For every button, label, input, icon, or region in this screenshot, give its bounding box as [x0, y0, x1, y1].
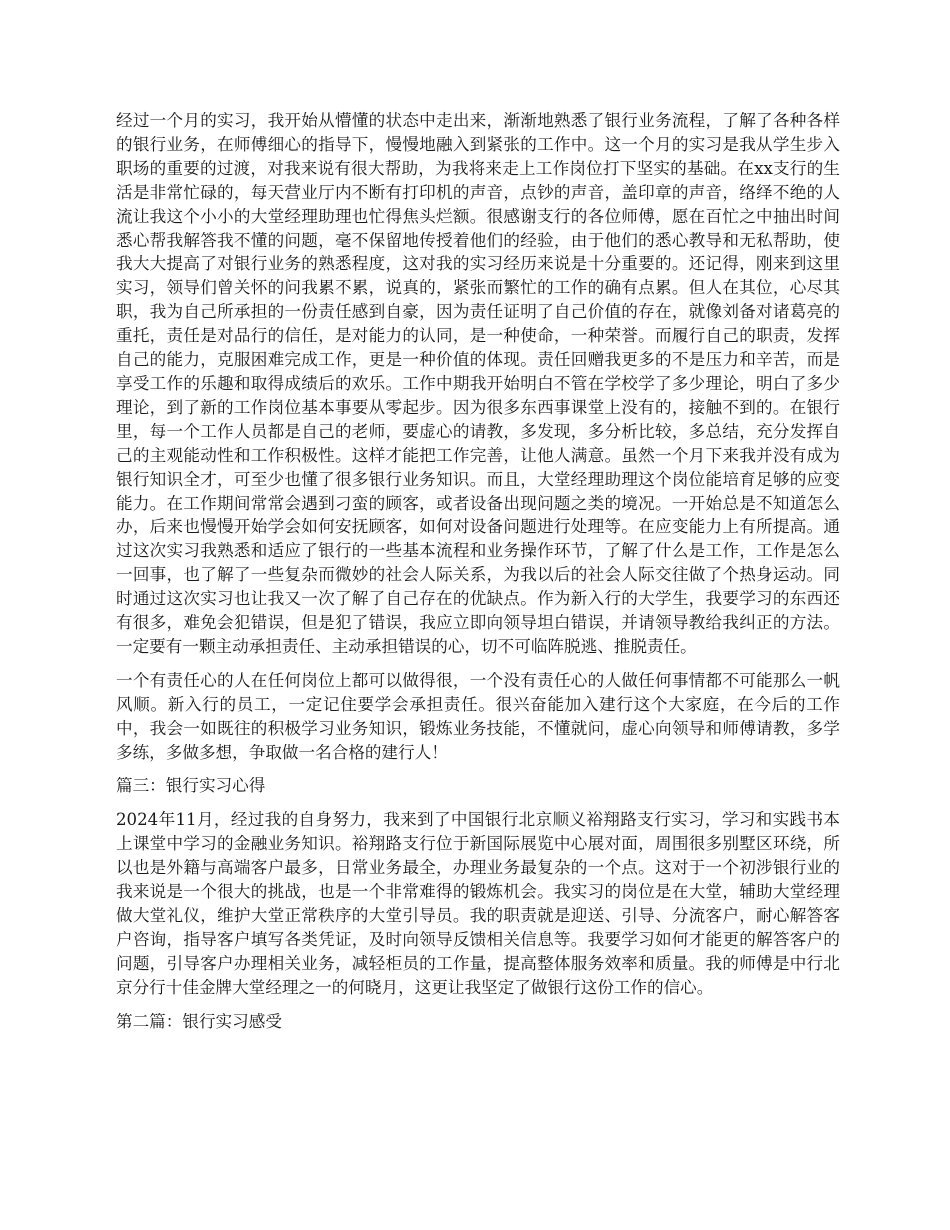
document-body [116, 109, 840, 1034]
body-paragraph-2: 一个有责任心的人在任何岗位上都可以做得很，一个没有责任心的人做任何事情都不可能那么一帆风顺。新入行的员工，一定记住要学会承担责任。很兴奋能加入建行这个大家庭，在今后的工作中，我会一如既往的积极学习业务知识，锻炼业务技能，不懂就问，虚心向领导和师傅请教，多学多练，多做多想，争取做一名合格的建行人！ [116, 670, 840, 762]
section-heading-3: 篇三：银行实习心得 [116, 776, 266, 796]
section-3-paragraph: 2024年11月，经过我的自身努力，我来到了中国银行北京顺义裕翔路支行实习，学习和实践书本上课堂中学习的金融业务知识。裕翔路支行位于新国际展览中心展对面，周围很多别墅区环绕，所以也是外籍与高端客户最多，日常业务最全，办理业务最复杂的一个点。这对于一个初涉银行业的我来说是一个很大的挑战，也是一个非常难得的锻炼机会。我实习的岗位是在大堂，辅助大堂经理做大堂礼仪，维护大堂正常秩序的大堂引导员。我的职责就是迎送、引导、分流客户，耐心解答客户咨询，指导客户填写各类凭证，及时向领导反馈相关信息等。我要学习如何才能更的解答客户的问题，引导客户办理相关业务，减轻柜员的工作量，提高整体服务效率和质量。我的师傅是中行北京分行十佳金牌大堂经理之一的何晓月，这更让我坚定了做银行这份工作的信心。 [116, 810, 840, 997]
section-heading-2: 第二篇：银行实习感受 [116, 1011, 282, 1031]
body-paragraph-1: 经过一个月的实习，我开始从懵懂的状态中走出来，渐渐地熟悉了银行业务流程，了解了各种各样的银行业务，在师傅细心的指导下，慢慢地融入到紧张的工作中。这一个月的实习是我从学生步入职场的重要的过渡，对我来说有很大帮助，为我将来走上工作岗位打下坚实的基础。在xx支行的生活是非常忙碌的，每天营业厅内不断有打印机的声音，点钞的声音，盖印章的声音，络绎不绝的人流让我这个小小的大堂经理助理也忙得焦头烂额。很感谢支行的各位师傅，愿在百忙之中抽出时间悉心帮我解答我不懂的问题，毫不保留地传授着他们的经验，由于他们的悉心教导和无私帮助，使我大大提高了对银行业务的熟悉程度，这对我的实习经历来说是十分重要的。还记得，刚来到这里实习，领导们曾关怀的问我累不累，说真的，紧张而繁忙的工作的确有点累。但人在其位，心尽其职，我为自己所承担的一份责任感到自豪，因为责任证明了自己价值的存在，就像刘备对诸葛亮的重托，责任是对品行的信任，是对能力的认同，是一种使命，一种荣誉。而履行自己的职责，发挥自己的能力，克服困难完成工作，更是一种价值的体现。责任回赠我更多的不是压力和辛苦，而是享受工作的乐趣和取得成绩后的欢乐。工作中期我开始明白不管在学校学了多少理论，明白了多少理论，到了新的工作岗位基本事要从零起步。因为很多东西事课堂上没有的，接触不到的。在银行里，每一个工作人员都是自己的老师，要虚心的请教，多发现，多分析比较，多总结，充分发挥自己的主观能动性和工作积极性。这样才能把工作完善，让他人满意。虽然一个月下来我并没有成为银行知识全才，可至少也懂了很多银行业务知识。而且，大堂经理助理这个岗位能培育足够的应变能力。在工作期间常常会遇到刁蛮的顾客，或者设备出现问题之类的境况。一开始总是不知道怎么办，后来也慢慢开始学会如何安抚顾客，如何对设备问题进行处理等。在应变能力上有所提高。通过这次实习我熟悉和适应了银行的一些基本流程和业务操作环节，了解了什么是工作，工作是怎么一回事，也了解了一些复杂而微妙的社会人际关系，为我以后的社会人际交往做了个热身运动。同时通过这次实习也让我又一次了解了自己存在的优缺点。作为新入行的大学生，我要学习的东西还有很多，难免会犯错误，但是犯了错误，我应立即向领导坦白错误，并请领导教给我纠正的方法。一定要有一颗主动承担责任、主动承担错误的心，切不可临阵脱逃、推脱责任。 [116, 111, 840, 656]
